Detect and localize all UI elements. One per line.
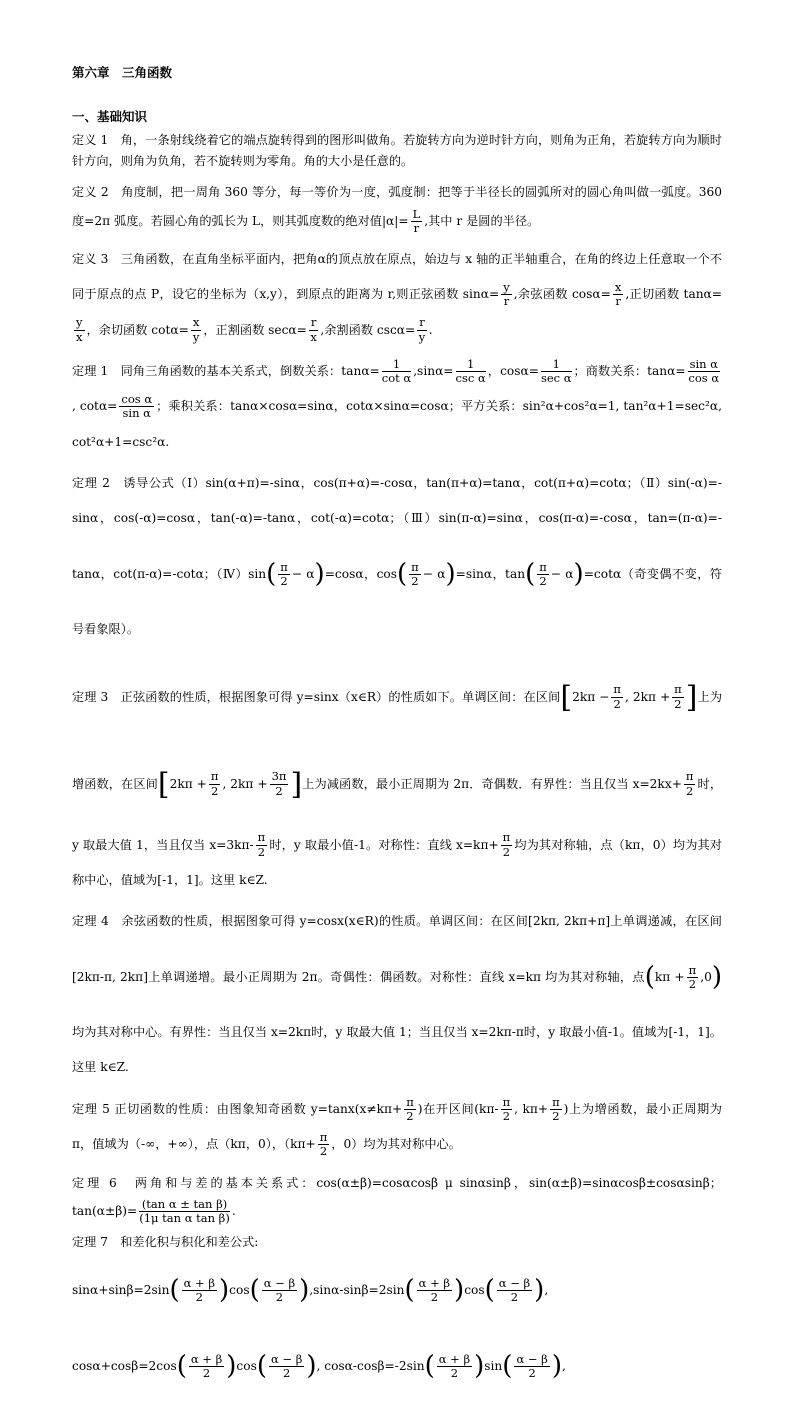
frac-pi-2: $\frac{\pi}{2}$ [613,682,621,711]
frac-ab-minus: $\frac{\alpha - \beta}{2}$ [263,1276,296,1305]
section-title: 一、基础知识 [72,108,148,124]
frac-tan-sum: $\frac{\text{(tan α ± tan β)}}{\text{(1μ tan α tan β)}}$ [139,1197,230,1226]
chapter-title: 第六章 三角函数 [72,65,173,80]
frac-ab-plus: $\frac{\alpha + \beta}{2}$ [418,1276,451,1305]
frac-r-x: $\frac{r}{x}$ [310,315,317,344]
frac-pi-2: $\frac{\pi}{2}$ [502,830,511,859]
frac-x-y: $\frac{x}{y}$ [192,315,200,344]
formula-line-2: cosα+cosβ=2cos( $\frac{\alpha + \beta}{2}$ )cos( $\frac{\alpha - \beta}{2}$ ), cosα-cosβ=-2sin( $\frac{\alpha + \beta}{2}$ )sin( $\frac{\alpha - \beta}{2}$ ), [72,1350,566,1381]
frac-sin-cos: $\frac{\text{sin α}}{\text{cos α}}$ [688,356,720,385]
document-page [72,56,722,1410]
frac-cos-sin: $\frac{\text{cos α}}{\text{sin α}}$ [121,392,153,421]
theorem-4: 定理 4 余弦函数的性质，根据图象可得 y=cosx(x∈R)的性质。单调区间：在区间[2kπ, 2kπ+π]上单调递减，在区间[2kπ-π, 2kπ]上单调递增。最小正周期为 2π。奇偶性：偶函数。对称性：直线 x=kπ 均为其对称轴，点(kπ + $\frac{\pi}{2}$ ,0)均为其对称中心。有界性：当且仅当 x=2kπ时，y 取最大值 1；当且仅当 x=2kπ-π时，y 取最小值-1。值域为[-1，1]。这里 k∈Z. [72,914,722,1075]
frac-ab-minus: $\frac{\alpha - \beta}{2}$ [516,1351,548,1380]
frac-ab-plus: $\frac{\alpha + \beta}{2}$ [190,1351,223,1380]
theorem-6: 定理 6 两角和与差的基本关系式：cos(α±β)=cosαcosβ μ sinαsinβ，sin(α±β)=sinαcosβ±cosαsinβ；tan(α±β)= $\frac{\text{(tan α ± tan β)}}{\text{(1μ tan α tan β)}}$ . [72,1175,722,1226]
theorem-5: 定理 5 正切函数的性质：由图象知奇函数 y=tanx(x≠kπ+ $\frac{\pi}{2}$ )在开区间(kπ- $\frac{\pi}{2}$ , kπ+ $\frac{\pi}{2}$ )上为增函数，最小正周期为 π，值域为（-∞，+∞），点（kπ，0），（kπ+ $\frac{\pi}{2}$ ，0）均为其对称中心。 [72,1094,722,1159]
frac-pi-2: $\frac{\pi}{2}$ [319,1129,328,1159]
frac-pi-2: $\frac{\pi}{2}$ [406,1094,414,1123]
frac-pi-2: $\frac{\pi}{2}$ [502,1094,511,1123]
def2-text-b: ,其中 r 是圆的半径。 [424,214,540,229]
theorem-7-title: 定理 7 和差化积与积化和差公式: [72,1234,259,1249]
theorem-2: 定理 2 诱导公式（Ⅰ）sin(α+π)=-sinα，cos(π+α)=-cosα，tan(π+α)=tanα，cot(π+α)=cotα；（Ⅱ）sin(-α)=-sinα，cos(-α)=cosα，tan(-α)=-tanα，cot(-α)=cotα；（Ⅲ）sin(π-α)=sinα，cos(π-α)=-cosα，tan=(π-α)=-tanα，cot(π-α)=-cotα；（Ⅳ）sin( $\frac{\pi}{2}$ − α)=cosα，cos( $\frac{\pi}{2}$ − α)=sinα，tan( $\frac{\pi}{2}$ − α)=cotα（奇变偶不变，符号看象限）。 [72,476,722,637]
frac-y-r: $\frac{y}{r}$ [503,279,510,309]
frac-1-cot: $\frac{1}{\text{cot α}}$ [381,356,412,385]
frac-y-x: $\frac{y}{x}$ [76,315,83,344]
frac-pi-2: $\frac{\pi}{2}$ [257,830,266,859]
frac-pi-2: $\frac{\pi}{2}$ [674,682,682,711]
frac-pi-2: $\frac{\pi}{2}$ [210,769,219,798]
frac-3pi-2: $\frac{3\pi}{2}$ [271,769,287,798]
frac-x-r: $\frac{x}{r}$ [614,279,622,309]
theorem-1: 定理 1 同角三角函数的基本关系式，倒数关系：tanα= $\frac{1}{\text{cot α}}$ ,sinα= $\frac{1}{\text{csc α}}$ ，cosα= $\frac{1}{\text{sec α}}$ ；商数关系：tanα= $\frac{\text{sin α}}{\text{cos α}}$ , cotα= $\frac{\text{cos α}}{\text{sin α}}$ ；乘积关系：tanα×cosα=sinα，cotα×sinα=cosα；平方关系：sin²α+cos²α=1, tan²α+1=sec²α, cot²α+1=csc²α. [72,356,722,449]
frac-pi-2: $\frac{\pi}{2}$ [411,559,419,588]
frac-ab-minus: $\frac{\alpha - \beta}{2}$ [270,1351,303,1380]
frac-ab-minus: $\frac{\alpha - \beta}{2}$ [498,1276,531,1305]
definition-3: 定义 3 三角函数，在直角坐标平面内，把角α的顶点放在原点，始边与 x 轴的正半轴重合，在角的终边上任意取一个不同于原点的点 P，设它的坐标为（x,y），到原点的距离为 r,则正弦函数 sinα= $\frac{y}{r}$ ,余弦函数 cosα= $\frac{x}{r}$ ,正切函数 tanα= $\frac{y}{x}$ ，余切函数 cotα= $\frac{x}{y}$ ，正割函数 secα= $\frac{r}{x}$ ,余割函数 cscα= $\frac{r}{y}$ . [72,251,722,344]
frac-1-sec: $\frac{1}{\text{sec α}}$ [540,356,572,385]
def2-text-a: 定义 2 角度制，把一周角 360 等分，每一等价为一度，弧度制：把等于半径长的圆弧所对的圆心角叫做一弧度。360 度=2π 弧度。若圆心角的弧长为 L，则其弧度数的绝对值|α|= [72,185,722,229]
frac-pi-2: $\frac{\pi}{2}$ [688,962,697,991]
frac-ab-plus: $\frac{\alpha + \beta}{2}$ [438,1351,471,1380]
frac-1-csc: $\frac{1}{\text{csc α}}$ [455,356,486,385]
frac-L-r: $\frac{L}{r}$ [412,206,421,236]
frac-pi-2: $\frac{\pi}{2}$ [685,769,694,798]
formula-line-1: sinα+sinβ=2sin( $\frac{\alpha + \beta}{2}$ )cos( $\frac{\alpha - \beta}{2}$ ),sinα-sinβ=2sin( $\frac{\alpha + \beta}{2}$ )cos( $\frac{\alpha - \beta}{2}$ ), [72,1275,549,1306]
frac-pi-2: $\frac{\pi}{2}$ [280,559,288,588]
frac-ab-plus: $\frac{\alpha + \beta}{2}$ [183,1276,215,1305]
frac-pi-2: $\frac{\pi}{2}$ [539,559,547,588]
frac-pi-2: $\frac{\pi}{2}$ [552,1094,560,1123]
frac-r-y: $\frac{r}{y}$ [418,315,426,344]
definition-1: 定义 1 角，一条射线绕着它的端点旋转得到的图形叫做角。若旋转方向为逆时针方向，则角为正角，若旋转方向为顺时针方向，则角为负角，若不旋转则为零角。角的大小是任意的。 [72,132,722,169]
theorem-3: 定理 3 正弦函数的性质，根据图象可得 y=sinx（x∈R）的性质如下。单调区间：在区间[2kπ − $\frac{\pi}{2}$ , 2kπ + $\frac{\pi}{2}$ ]上为增函数，在区间[2kπ + $\frac{\pi}{2}$ , 2kπ + $\frac{3\pi}{2}$ ]上为减函数，最小正周期为 2π．奇偶数．有界性：当且仅当 x=2kx+ $\frac{\pi}{2}$ 时，y 取最大值 1，当且仅当 x=3kπ- $\frac{\pi}{2}$ 时，y 取最小值-1。对称性：直线 x=kπ+ $\frac{\pi}{2}$ 均为其对称轴，点（kπ，0）均为其对称中心，值域为[-1，1]。这里 k∈Z. [72,679,723,887]
definition-2 [72,178,722,235]
